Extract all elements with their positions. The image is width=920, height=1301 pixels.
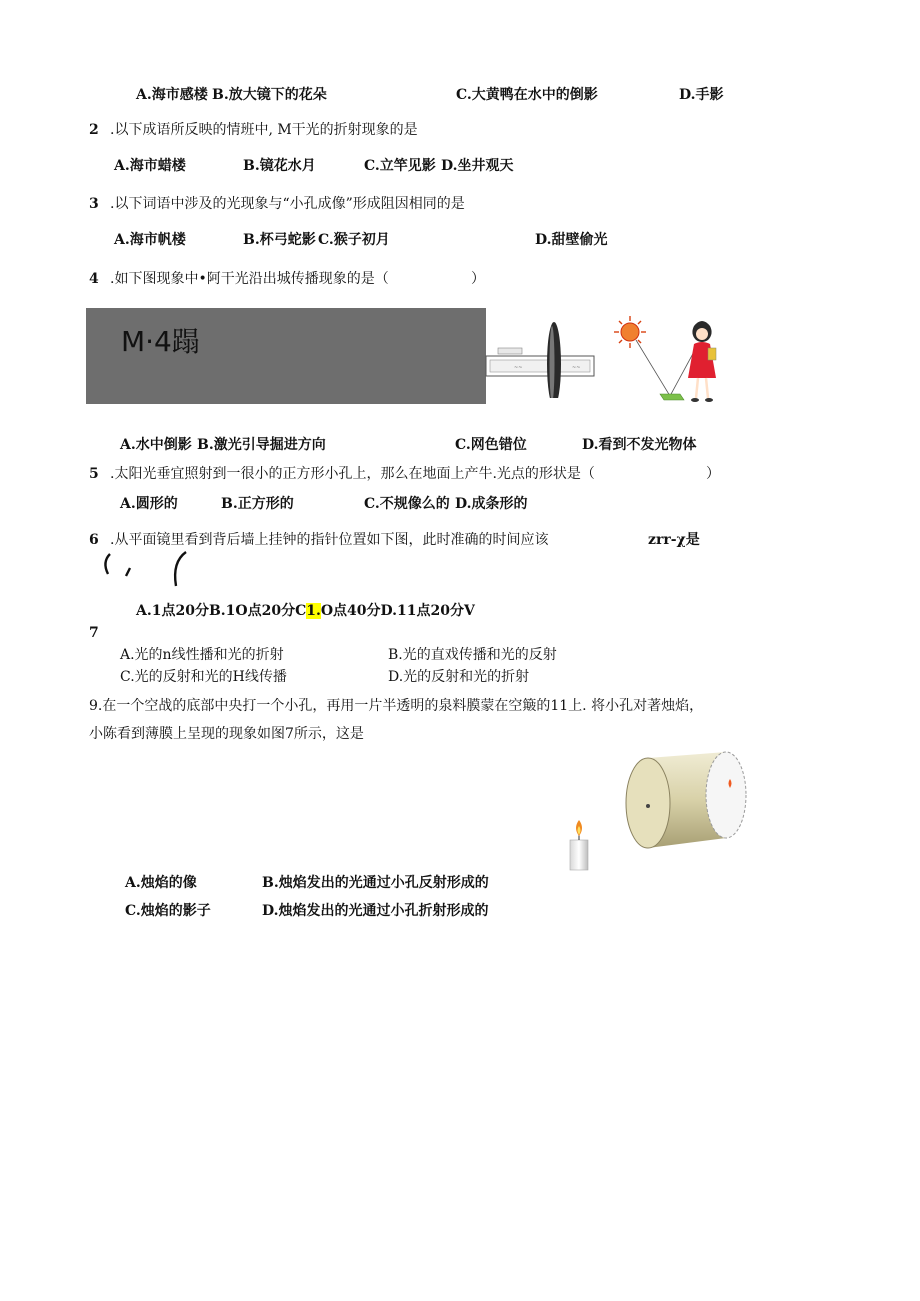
- q3-option-c: C.猴子初月: [318, 232, 390, 248]
- q9-option-a: A.烛焰的像: [125, 875, 197, 891]
- q3-option-d: D.甜壁偷光: [535, 232, 608, 248]
- q7-option-a: A.光的n线性播和光的折射: [120, 647, 284, 663]
- svg-text:~~: ~~: [572, 365, 581, 371]
- q7-option-d: D.光的反射和光的折射: [388, 669, 530, 685]
- q4-number: 4: [89, 271, 99, 287]
- svg-text:~~: ~~: [514, 365, 523, 371]
- q1-option-b: B.放大镜下的花朵: [212, 87, 327, 103]
- q6-options-suffix: O点40分D.11点20分V: [320, 603, 475, 619]
- girl-figure: [688, 321, 716, 402]
- q3-number: 3: [89, 196, 99, 212]
- clock-hand-strokes: [100, 548, 200, 592]
- q6-tail: zrr-χ是: [648, 532, 700, 548]
- q5-text: .太阳光垂宜照射到一很小的正方形小孔上，那么在地面上产牛.光点的形状是（: [110, 466, 595, 482]
- q3-option-b: B.杯弓蛇影: [243, 232, 316, 248]
- q3-text: .以下词语中涉及的光现象与“小孔成像”形成阻因相同的是: [110, 196, 465, 212]
- q7-number: 7: [89, 625, 99, 641]
- q5-option-c: C.不规像么的: [364, 496, 450, 512]
- q4-option-b: B.激光引导掘进方向: [197, 437, 326, 453]
- q9-line2: 小陈看到薄膜上呈现的现象如图7所示，这是: [89, 726, 364, 742]
- q1-option-d: D.手影: [679, 87, 724, 103]
- q1-option-a: A.海市感楼: [136, 87, 208, 103]
- q4-paren-close: ）: [471, 271, 485, 287]
- sun-girl-illustration: [610, 310, 730, 410]
- q6-number: 6: [89, 532, 99, 548]
- q5-number: 5: [89, 466, 99, 482]
- q4-option-c: C.网色错位: [455, 437, 527, 453]
- q5-option-a: A.圆形的: [120, 496, 178, 512]
- laser-pipe-illustration: [484, 314, 596, 398]
- q9-line1: 9.在一个空战的底部中央打一个小孔，再用一片半透明的泉料膜蒙在空簸的11上. 将小孔对著烛焰，: [89, 698, 704, 714]
- pinhole-camera-illustration: [566, 748, 756, 878]
- q7-option-b: B.光的直戏传播和光的反射: [388, 647, 557, 663]
- q5-option-b: B.正方形的: [221, 496, 294, 512]
- q6-options: [136, 602, 475, 620]
- q5-option-d: D.成条形的: [455, 496, 528, 512]
- sun-icon: [614, 316, 646, 348]
- q7-option-c: C.光的反射和光的H线传播: [120, 669, 287, 685]
- q4-option-d: D.看到不发光物体: [582, 437, 697, 453]
- q2-option-c: C.立竿见影: [364, 158, 436, 174]
- q3-option-a: A.海市帆楼: [114, 232, 186, 248]
- q2-number: 2: [89, 122, 99, 138]
- q9-option-b: B.烛焰发出的光通过小孔反射形成的: [262, 875, 489, 891]
- q5-paren-close: ）: [706, 466, 720, 482]
- q9-option-c: C.烛焰的影子: [125, 903, 211, 919]
- q2-option-a: A.海市蜡楼: [114, 158, 186, 174]
- q2-option-d: D.坐井观天: [441, 158, 514, 174]
- q4-figure-label: M·4蹋: [121, 325, 200, 358]
- q9-option-d: D.烛焰发出的光通过小孔折射形成的: [262, 903, 489, 919]
- q1-option-c: C.大黄鸭在水中的倒影: [456, 87, 598, 103]
- q6-text: .从平面镜里看到背后墙上挂钟的指针位置如下图，此时准确的时间应该: [110, 532, 549, 548]
- q6-options-prefix: A.1点20分B.1O点20分C: [136, 603, 307, 619]
- q4-option-a: A.水中倒影: [120, 437, 192, 453]
- q6-options-highlight: 1.: [306, 603, 321, 619]
- q2-text: .以下成语所反映的情班中, M干光的折射现象的是: [110, 122, 418, 138]
- candle-icon: [570, 820, 588, 870]
- q2-option-b: B.镜花水月: [243, 158, 316, 174]
- q4-text: .如下图现象中•阿干光沿出城传播现象的是（: [110, 271, 389, 287]
